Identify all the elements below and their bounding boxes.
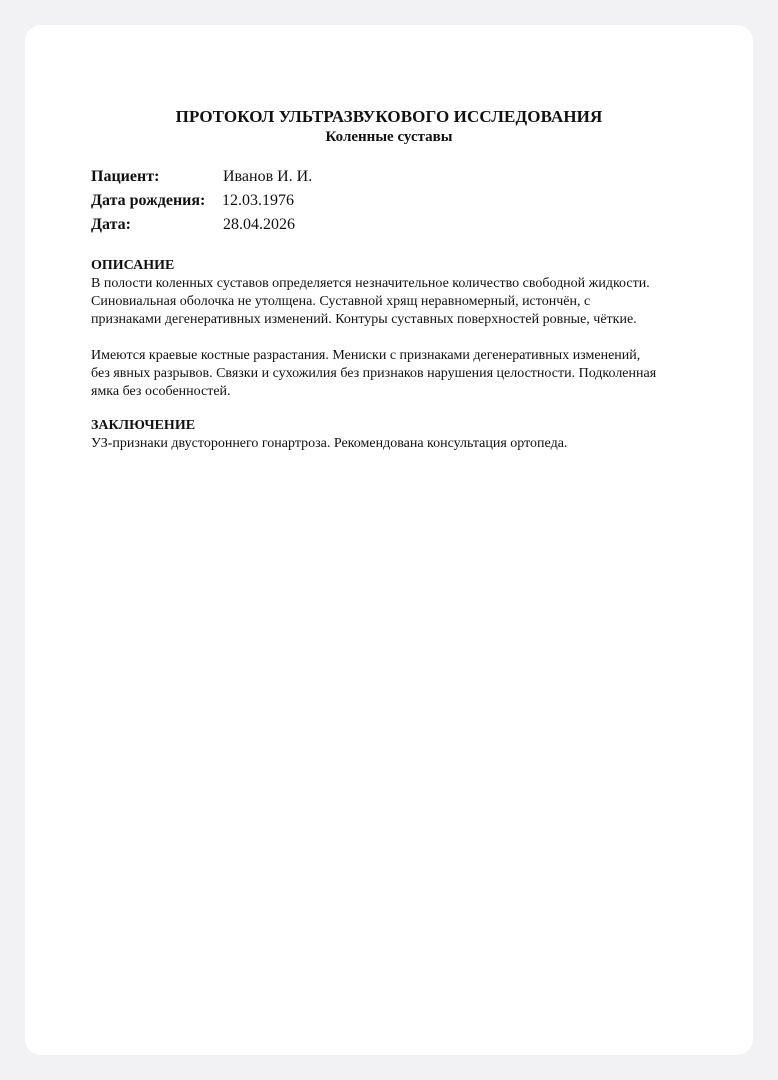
date-value: 28.04.2026	[223, 216, 295, 233]
document-header	[25, 107, 753, 147]
document-subtitle: Коленные суставы	[325, 129, 453, 145]
patient-label: Пациент:	[91, 168, 160, 185]
date-row	[91, 213, 312, 237]
dob-label: Дата рождения:	[91, 192, 206, 209]
document-title: ПРОТОКОЛ УЛЬТРАЗВУКОВОГО ИССЛЕДОВАНИЯ	[175, 107, 603, 126]
conclusion-text: УЗ-признаки двустороннего гонартроза. Рекомендована консультация ортопеда.	[91, 436, 568, 451]
description-line: Синовиальная оболочка не утолщена. Суставной хрящ неравномерный, истончён, с	[91, 294, 591, 309]
description-paragraph-2	[91, 347, 731, 401]
description-line: В полости коленных суставов определяется незначительное количество свободной жидкости.	[91, 276, 650, 291]
document-page	[25, 25, 753, 1055]
description-line: без явных разрывов. Связки и сухожилия без признаков нарушения целостности. Подколенная	[91, 366, 657, 381]
description-line: Имеются краевые костные разрастания. Мениски с признаками дегенеративных изменений,	[91, 348, 641, 363]
description-paragraph-1	[91, 275, 731, 329]
description-heading: ОПИСАНИЕ	[91, 258, 175, 273]
report-body	[91, 257, 731, 453]
date-label: Дата:	[91, 216, 131, 233]
description-line: ямка без особенностей.	[91, 384, 231, 399]
dob-row	[91, 189, 312, 213]
conclusion-heading: ЗАКЛЮЧЕНИЕ	[91, 418, 196, 433]
patient-row	[91, 165, 312, 189]
dob-value: 12.03.1976	[222, 192, 294, 209]
description-line: признаками дегенеративных изменений. Контуры суставных поверхностей ровные, чёткие.	[91, 312, 637, 327]
patient-info	[91, 165, 312, 237]
conclusion-section	[91, 417, 731, 453]
patient-value: Иванов И. И.	[223, 168, 313, 185]
